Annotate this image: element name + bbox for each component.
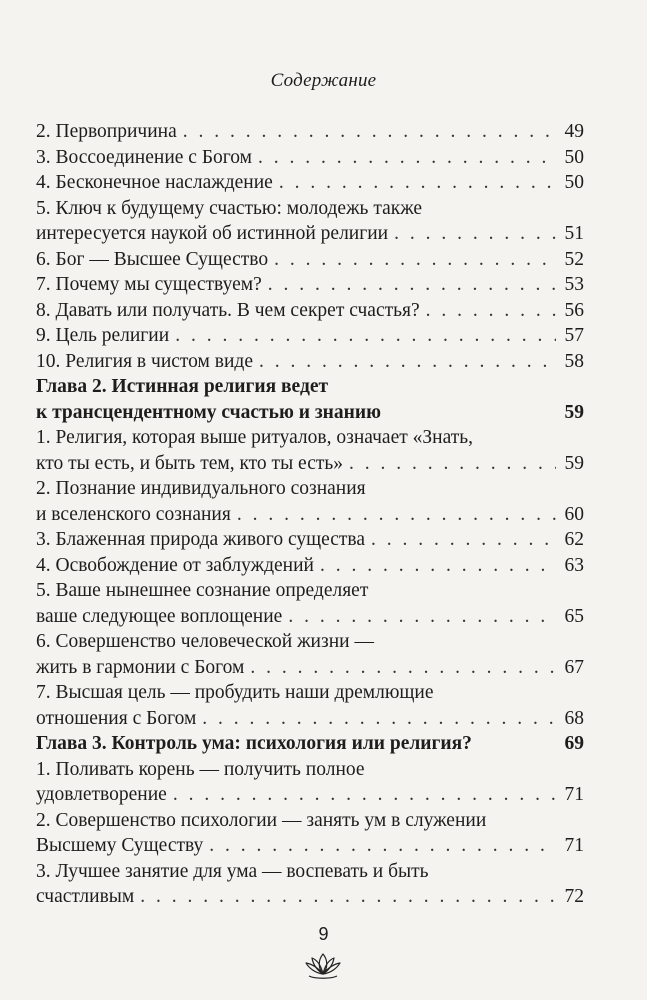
toc-page-number: 67 <box>564 656 584 678</box>
dot-leader <box>349 451 556 477</box>
toc-page-number: 57 <box>564 325 584 346</box>
toc-entry <box>36 680 584 731</box>
toc-entry <box>36 578 584 629</box>
dot-leader <box>140 884 556 910</box>
toc-entry-title-line: 3. Воссоединение с Богом <box>36 146 252 168</box>
toc-entry-title-line: 7. Почему мы существуем? <box>36 274 262 295</box>
toc-entry-title-line: 5. Ключ к будущему счастью: молодежь также <box>36 197 423 219</box>
dot-leader <box>274 247 556 273</box>
dot-leader <box>183 119 556 145</box>
toc-entry <box>36 196 584 247</box>
toc-entry-title-line: 3. Блаженная природа живого существа <box>36 529 366 550</box>
toc-page-number: 65 <box>564 605 584 627</box>
toc-entry-title-line: 7. Высшая цель — пробудить наши дремлющие <box>36 682 434 703</box>
toc-page-number: 71 <box>564 835 584 856</box>
toc-entry <box>36 476 584 527</box>
lotus-icon <box>301 950 345 982</box>
dot-leader <box>426 298 556 324</box>
toc-entry <box>36 425 584 476</box>
toc-entry <box>36 272 584 298</box>
dot-leader <box>279 170 556 196</box>
dot-leader <box>259 349 556 375</box>
dot-leader <box>250 655 556 681</box>
toc-page-number: 50 <box>564 146 584 168</box>
toc-entry <box>36 808 584 859</box>
toc-entry-title-line: 10. Религия в чистом виде <box>36 350 253 372</box>
toc-page-number: 49 <box>564 121 584 142</box>
toc-entry-title-line: интересуется наукой об истинной религии <box>36 223 389 244</box>
toc-page-number: 69 <box>564 733 584 754</box>
toc-entry-title-line: 6. Бог — Высшее Существо <box>36 248 269 270</box>
toc-entry-title-line: 9. Цель религии <box>36 325 170 346</box>
toc-entry-title-line: 8. Давать или получать. В чем секрет счастья? <box>36 299 420 321</box>
dot-leader <box>237 502 556 528</box>
toc-page-number: 62 <box>564 529 584 550</box>
toc-entry <box>36 553 584 579</box>
toc-entry-title-line: Глава 3. Контроль ума: психология или религия? <box>36 733 472 754</box>
toc-entry <box>36 349 584 375</box>
toc-page-number: 50 <box>564 172 584 193</box>
toc-entry-title-line: 5. Ваше нынешнее сознание определяет <box>36 580 369 601</box>
toc-entry <box>36 323 584 349</box>
dot-leader <box>371 527 556 553</box>
dot-leader <box>173 782 556 808</box>
page-number: 9 <box>318 924 329 944</box>
toc-entry <box>36 298 584 324</box>
toc-entry <box>36 119 584 145</box>
toc-entry <box>36 859 584 910</box>
toc-entry-title-line: 6. Совершенство человеческой жизни — <box>36 631 374 652</box>
toc-entry <box>36 527 584 553</box>
dot-leader <box>394 221 556 247</box>
toc-entry-title-line: Глава 2. Истинная религия ведет <box>36 376 329 397</box>
toc-entry-title-line: жить в гармонии с Богом <box>36 656 245 678</box>
toc-page-number: 51 <box>564 223 584 244</box>
toc-entry-title-line: 1. Поливать корень — получить полное <box>36 758 365 780</box>
toc-page-number: 71 <box>564 784 584 805</box>
running-header: Содержание <box>270 70 377 91</box>
toc-entry <box>36 247 584 273</box>
toc-entry-title-line: удовлетворение <box>36 784 167 805</box>
toc-entry-title-line: отношения с Богом <box>36 707 197 729</box>
toc-page-number: 60 <box>564 503 584 525</box>
toc-entry-title-line: 1. Религия, которая выше ритуалов, означает «Знать, <box>36 427 474 448</box>
dot-leader <box>320 553 556 579</box>
dot-leader <box>288 604 556 630</box>
dot-leader <box>258 145 556 171</box>
dot-leader <box>268 272 556 298</box>
toc-entry-title-line: 2. Познание индивидуального сознания <box>36 478 366 499</box>
dot-leader <box>202 706 556 732</box>
toc-entry <box>36 145 584 171</box>
toc-page-number: 58 <box>564 350 584 372</box>
toc-page-number: 59 <box>564 401 584 423</box>
dot-leader <box>209 833 556 859</box>
table-of-contents <box>36 119 584 910</box>
toc-page-number: 52 <box>564 248 584 270</box>
toc-entry <box>36 170 584 196</box>
toc-entry-title-line: 2. Совершенство психологии — занять ум в служении <box>36 809 487 831</box>
toc-page-number: 53 <box>564 274 584 295</box>
toc-entry-title-line: ваше следующее воплощение <box>36 605 283 627</box>
toc-entry-title-line: 2. Первопричина <box>36 121 177 142</box>
dot-leader <box>175 323 556 349</box>
toc-page-number: 59 <box>564 452 584 474</box>
toc-entry-title-line: к трансцендентному счастью и знанию <box>36 401 382 423</box>
toc-entry-title-line: Высшему Существу <box>36 835 204 856</box>
chapter-heading <box>36 731 584 757</box>
toc-page-number: 56 <box>564 299 584 321</box>
toc-entry-title-line: 3. Лучшее занятие для ума — воспевать и быть <box>36 860 429 882</box>
toc-entry-title-line: счастливым <box>36 886 135 907</box>
toc-entry <box>36 757 584 808</box>
toc-entry-title-line: кто ты есть, и быть тем, кто ты есть» <box>36 452 344 474</box>
toc-page-number: 63 <box>564 554 584 576</box>
toc-entry-title-line: 4. Освобождение от заблуждений <box>36 554 314 576</box>
toc-entry-title-line: и вселенского сознания <box>36 503 231 525</box>
toc-page-number: 68 <box>564 707 584 729</box>
toc-page-number: 72 <box>564 886 584 907</box>
chapter-heading <box>36 374 584 425</box>
toc-entry-title-line: 4. Бесконечное наслаждение <box>36 172 273 193</box>
toc-entry <box>36 629 584 680</box>
